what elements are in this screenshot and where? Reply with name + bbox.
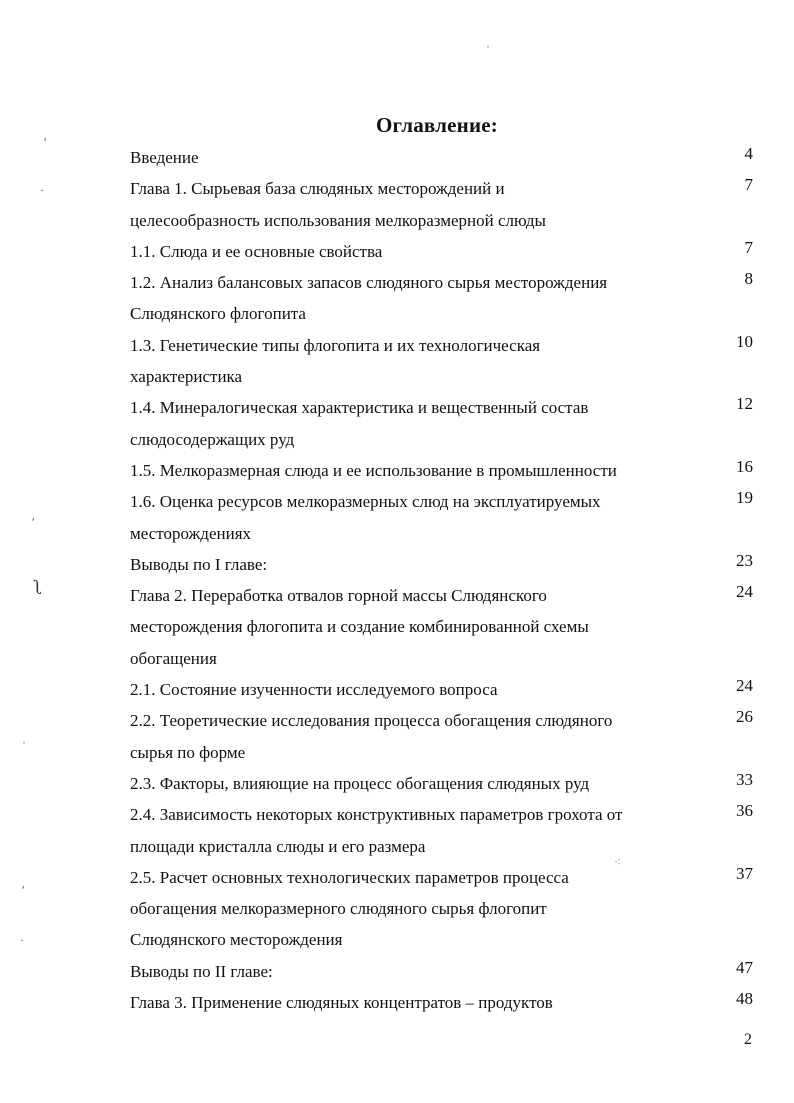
toc-entry[interactable] xyxy=(130,676,760,711)
toc-entry-text: 1.3. Генетические типы флогопита и их технологическая xyxy=(130,335,541,355)
scan-speck: ʹ xyxy=(32,515,35,529)
toc-entry-text: 1.2. Анализ балансовых запасов слюдяного сырья месторождения xyxy=(130,273,608,293)
toc-entry[interactable] xyxy=(130,989,760,1024)
toc-entry[interactable] xyxy=(130,331,760,399)
toc-entry[interactable] xyxy=(130,269,760,336)
toc-entry-text: 1.4. Минералогическая характеристика и вещественный состав xyxy=(130,398,589,418)
toc-entry-text: месторождениях xyxy=(130,523,252,543)
toc-page-number: 16 xyxy=(736,457,753,476)
toc-entry[interactable] xyxy=(130,457,760,492)
toc-page-number: 24 xyxy=(736,582,753,602)
toc-entry[interactable] xyxy=(130,144,760,179)
toc-entry-text: Слюдянского месторождения xyxy=(130,930,343,950)
scan-speck: · xyxy=(40,183,44,197)
toc-entry-text: Слюдянского флогопита xyxy=(130,304,306,324)
toc-page-number: 7 xyxy=(744,237,753,257)
toc-entry-text: Выводы по II главе: xyxy=(130,961,273,981)
page-title: Оглавление: xyxy=(376,113,498,137)
toc-entry-text: 2.2. Теоретические исследования процесса обогащения слюдяного xyxy=(130,711,613,731)
toc-entry-text: 2.3. Факторы, влияющие на процесс обогащения слюдяных руд xyxy=(130,774,590,793)
toc-entry[interactable] xyxy=(130,394,760,461)
toc-entry-text: 1.1. Слюда и ее основные свойства xyxy=(130,241,383,261)
toc-page-number: 12 xyxy=(736,394,753,414)
toc-entry-text: обогащения xyxy=(130,648,217,668)
toc-page-number: 47 xyxy=(736,957,753,977)
toc-entry[interactable] xyxy=(130,801,760,868)
toc-entry-text: 2.1. Состояние изученности исследуемого вопроса xyxy=(130,680,498,700)
toc-entry[interactable] xyxy=(130,550,760,586)
scan-speck: ⁖ xyxy=(614,855,622,869)
toc-entry-text: целесообразность использования мелкоразмерной слюды xyxy=(130,210,546,230)
toc-page-number: 26 xyxy=(736,707,753,727)
toc-entry-text: слюдосодержащих руд xyxy=(130,429,295,449)
toc-entry[interactable] xyxy=(130,863,760,962)
scan-speck: ˈ xyxy=(486,43,490,57)
toc-entry-text: Введение xyxy=(130,148,199,167)
toc-entry-text: Глава 3. Применение слюдяных концентратов – продуктов xyxy=(130,993,553,1013)
scan-speck: ʅ xyxy=(34,577,43,599)
toc-entry-text: сырья по форме xyxy=(130,742,246,762)
toc-page-number: 37 xyxy=(736,863,753,883)
scan-speck: ʹ xyxy=(44,135,47,149)
toc-entry-text: 1.5. Мелкоразмерная слюда и ее использование в промышленности xyxy=(130,461,617,480)
toc-page-number: 7 xyxy=(744,175,753,195)
toc-entry-text: 1.6. Оценка ресурсов мелкоразмерных слюд на эксплуатируемых xyxy=(130,492,601,512)
toc-page-number: 8 xyxy=(744,269,753,289)
toc-page-number: 33 xyxy=(736,770,753,789)
toc-entry-text: месторождения флогопита и создание комбинированной схемы xyxy=(130,617,589,637)
scan-speck: · xyxy=(20,933,24,947)
toc-entry[interactable] xyxy=(130,237,760,273)
toc-page-number: 48 xyxy=(736,989,753,1009)
toc-entry[interactable] xyxy=(130,488,760,555)
toc-entry-text: площади кристалла слюды и его размера xyxy=(130,836,426,856)
toc-entry[interactable] xyxy=(130,957,760,993)
toc-entry-text: 2.4. Зависимость некоторых конструктивных параметров грохота от xyxy=(130,805,623,825)
toc-entry[interactable] xyxy=(130,770,760,805)
toc-page-number: 4 xyxy=(744,144,753,163)
toc-entry[interactable] xyxy=(130,582,760,680)
scan-speck: ˈ xyxy=(22,739,26,753)
toc-page-number: 23 xyxy=(736,550,753,570)
scan-speck: ʹ xyxy=(22,883,25,897)
page-number: 2 xyxy=(744,1031,752,1048)
toc-entry-text: Глава 2. Переработка отвалов горной массы Слюдянского xyxy=(130,586,547,606)
toc-page-number: 36 xyxy=(736,801,753,821)
toc-entry-text: обогащения мелкоразмерного слюдяного сырья флогопит xyxy=(130,899,547,919)
toc-entry[interactable] xyxy=(130,707,760,774)
toc-entry[interactable] xyxy=(130,175,760,242)
toc-entry-text: 2.5. Расчет основных технологических параметров процесса xyxy=(130,867,569,887)
toc-page-number: 10 xyxy=(736,331,753,351)
toc-entry-text: характеристика xyxy=(130,367,243,387)
toc-entry-text: Глава 1. Сырьевая база слюдяных месторождений и xyxy=(130,179,505,199)
toc-entry-text: Выводы по I главе: xyxy=(130,554,268,574)
toc-page-number: 19 xyxy=(736,488,753,508)
toc-page-number: 24 xyxy=(736,676,753,696)
